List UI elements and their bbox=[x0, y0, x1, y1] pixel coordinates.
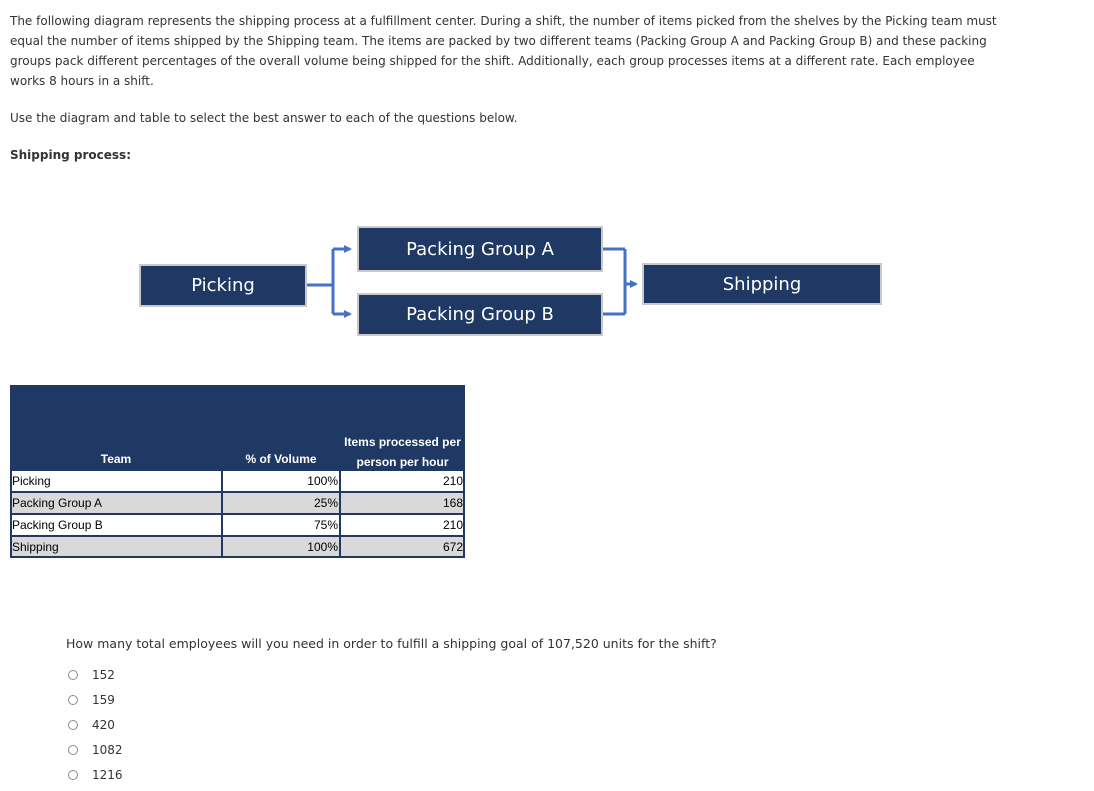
picking-box bbox=[139, 264, 307, 307]
split-connector bbox=[307, 249, 350, 314]
table-row bbox=[10, 493, 465, 515]
answer-option[interactable] bbox=[68, 742, 123, 758]
packing-group-b-box bbox=[357, 293, 603, 336]
radio-button[interactable] bbox=[68, 670, 78, 680]
intro-paragraph: The following diagram represents the shipping process at a fulfillment center. During a shift, the number of items picked from the shelves by the Picking team must equal the number of items shipped by the Shipping team. The items are packed by two different teams (Packing Group A and Packing Group B) and these packing groups pack different percentages of the overall volume being shipped for the shift. Additionally, each group processes items at a different rate. Each employee works 8 hours in a shift. bbox=[10, 14, 997, 88]
answer-option[interactable] bbox=[68, 717, 115, 733]
cell-volume: 100% bbox=[222, 471, 340, 491]
option-label: 1082 bbox=[92, 743, 123, 757]
table-header bbox=[10, 385, 465, 471]
packing-group-b-label: Packing Group B bbox=[406, 304, 554, 325]
cell-rate: 210 bbox=[340, 471, 465, 491]
header-volume: % of Volume bbox=[245, 452, 317, 466]
answer-option[interactable] bbox=[68, 767, 123, 783]
answer-option[interactable] bbox=[68, 692, 115, 708]
header-team: Team bbox=[100, 452, 132, 466]
table-border bbox=[10, 556, 465, 558]
cell-team: Packing Group B bbox=[10, 515, 222, 535]
radio-button[interactable] bbox=[68, 695, 78, 705]
radio-button[interactable] bbox=[68, 720, 78, 730]
option-label: 159 bbox=[92, 693, 115, 707]
table-border bbox=[10, 535, 465, 537]
shipping-box bbox=[642, 263, 882, 305]
radio-button[interactable] bbox=[68, 745, 78, 755]
shipping-process-label: Shipping process: bbox=[10, 148, 131, 162]
table-border bbox=[10, 491, 465, 493]
merge-connector bbox=[603, 249, 636, 314]
table-row bbox=[10, 471, 465, 493]
team-rates-table bbox=[10, 385, 465, 558]
cell-rate: 168 bbox=[340, 493, 465, 513]
cell-team: Picking bbox=[10, 471, 222, 491]
cell-volume: 100% bbox=[222, 537, 340, 557]
table-row bbox=[10, 515, 465, 537]
cell-volume: 75% bbox=[222, 515, 340, 535]
picking-box-label: Picking bbox=[191, 275, 255, 296]
packing-group-a-box bbox=[357, 226, 603, 272]
packing-group-a-label: Packing Group A bbox=[406, 238, 554, 260]
option-label: 152 bbox=[92, 668, 115, 682]
answer-option[interactable] bbox=[68, 667, 115, 683]
shipping-box-label: Shipping bbox=[722, 273, 802, 295]
table-border bbox=[10, 513, 465, 515]
option-label: 420 bbox=[92, 718, 115, 732]
cell-rate: 672 bbox=[340, 537, 465, 557]
cell-team: Shipping bbox=[10, 537, 222, 557]
cell-team: Packing Group A bbox=[10, 493, 222, 513]
radio-button[interactable] bbox=[68, 770, 78, 780]
cell-rate: 210 bbox=[340, 515, 465, 535]
instruction-text: Use the diagram and table to select the best answer to each of the questions below. bbox=[10, 111, 518, 125]
option-label: 1216 bbox=[92, 768, 123, 782]
question-text: How many total employees will you need in order to fulfill a shipping goal of 107,520 units for the shift? bbox=[66, 636, 717, 651]
header-rate: Items processed per person per hour bbox=[344, 435, 461, 469]
cell-volume: 25% bbox=[222, 493, 340, 513]
